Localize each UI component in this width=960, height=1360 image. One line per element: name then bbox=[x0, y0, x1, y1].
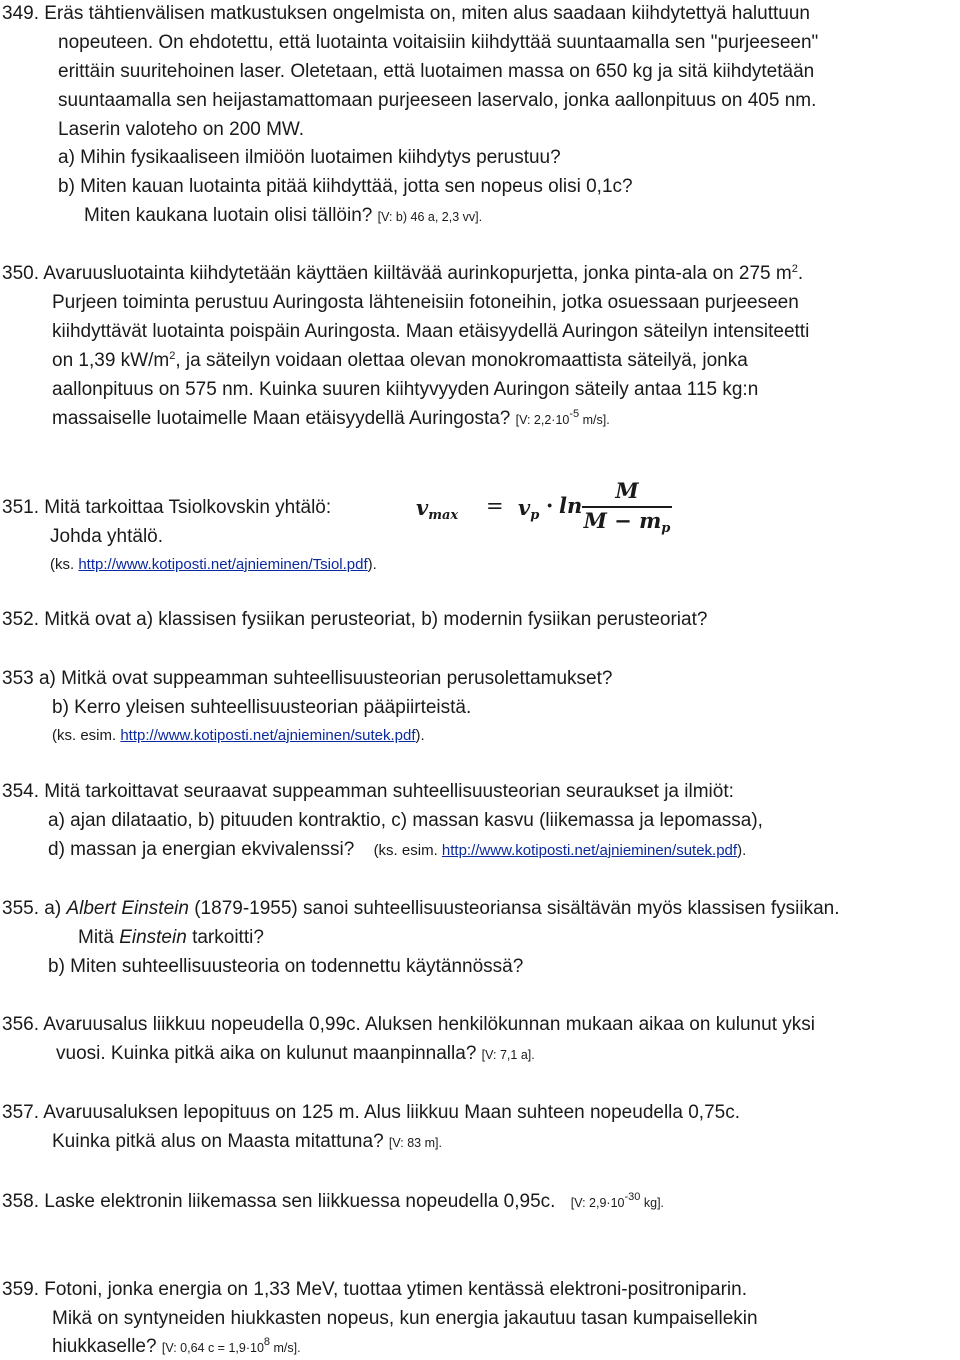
p351-line1: 351. Mitä tarkoittaa Tsiolkovskin yhtälö: bbox=[2, 497, 332, 518]
p359-line3-text: hiukkaselle? bbox=[52, 1336, 157, 1357]
p350-line4-post: , ja säteilyn voidaan olettaa olevan monokromaattista säteilyä, jonka bbox=[175, 350, 748, 371]
p351-line2: Johda yhtälö. bbox=[50, 526, 164, 547]
p350-line6 bbox=[52, 407, 610, 432]
p354-ref bbox=[374, 842, 747, 859]
p357-line2 bbox=[52, 1130, 442, 1155]
p350-answer-pre: [V: 2,2·10 bbox=[515, 413, 570, 427]
p350-line6-text: massaiselle luotaimelle Maan etäisyydellä Auringosta? bbox=[52, 408, 511, 429]
p351-ref-post: ). bbox=[367, 556, 377, 573]
eq-vp bbox=[518, 496, 539, 528]
p359-answer-post: m/s]. bbox=[270, 1341, 301, 1355]
p353-ref bbox=[52, 724, 425, 748]
p350-answer-post: m/s]. bbox=[579, 413, 610, 427]
p355-line1-post: (1879-1955) sanoi suhteellisuusteoriansa sisältävän myös klassisen fysiikan. bbox=[188, 898, 840, 919]
p354-line1: 354. Mitä tarkoittavat seuraavat suppeamman suhteellisuusteorian seuraukset ja ilmiöt: bbox=[2, 781, 734, 802]
p359-answer-sup: 8 bbox=[263, 1336, 271, 1348]
eq-lhs-v: v bbox=[416, 495, 429, 520]
p351-ref bbox=[50, 553, 377, 577]
p355-line2-post: tarkoitti? bbox=[186, 927, 264, 948]
problem-358 bbox=[2, 1190, 664, 1215]
p350-line1-text: 350. Avaruusluotainta kiihdytetään käyttäen kiiltävää aurinkopurjetta, jonka pinta-ala on 275 m bbox=[2, 263, 792, 284]
p356-answer: [V: 7,1 a]. bbox=[481, 1048, 535, 1062]
p356-line2 bbox=[56, 1042, 535, 1067]
eq-ln: ln bbox=[559, 493, 583, 518]
p351-ref-pre: (ks. bbox=[50, 556, 79, 573]
p350-line1-post: . bbox=[797, 263, 804, 284]
eq-fraction bbox=[582, 478, 672, 540]
p349-line2: nopeuteen. On ehdotettu, että luotainta voitaisiin kiihdyttää suuntaamalla sen "purjeeseen" bbox=[58, 32, 819, 53]
p358-answer bbox=[570, 1191, 665, 1210]
p349-line5: Laserin valoteho on 200 MW. bbox=[58, 119, 305, 140]
tsiol-pdf-link[interactable]: http://www.kotiposti.net/ajnieminen/Tsiol.pdf bbox=[78, 556, 368, 573]
p355-line3: b) Miten suhteellisuusteoria on todennettu käytännössä? bbox=[48, 956, 524, 977]
p357-line1: 357. Avaruusaluksen lepopituus on 125 m. Alus liikkuu Maan suhteen nopeudella 0,75c. bbox=[2, 1102, 740, 1123]
eq-lhs bbox=[416, 496, 458, 528]
p359-line2: Mikä on syntyneiden hiukkasten nopeus, kun energia jakautuu tasan kumpaisellekin bbox=[52, 1308, 758, 1329]
p357-line2-text: Kuinka pitkä alus on Maasta mitattuna? bbox=[52, 1131, 384, 1152]
p353-ref-pre: (ks. esim. bbox=[52, 727, 121, 744]
eq-denominator bbox=[582, 508, 672, 536]
p350-line1 bbox=[2, 262, 803, 286]
problem-352: 352. Mitkä ovat a) klassisen fysiikan perusteoriat, b) modernin fysiikan perusteoriat? bbox=[2, 609, 708, 630]
p354-ref-pre: (ks. esim. bbox=[373, 842, 442, 859]
eq-vp-v: v bbox=[518, 495, 531, 520]
p349-line7: b) Miten kauan luotainta pitää kiihdyttää, jotta sen nopeus olisi 0,1c? bbox=[58, 176, 633, 197]
eq-den-text: M − m bbox=[583, 508, 662, 533]
p355-line1-pre: 355. a) bbox=[2, 898, 67, 919]
p350-line4-sup: 2 bbox=[169, 350, 176, 362]
p358-line1-text: 358. Laske elektronin liikemassa sen liikkuessa nopeudella 0,95c. bbox=[2, 1191, 556, 1212]
p350-answer-sup: -5 bbox=[569, 408, 580, 420]
eq-equals: = bbox=[486, 494, 504, 518]
p349-line3: erittäin suuritehoinen laser. Oletetaan, että luotaimen massa on 650 kg ja sitä kiihdytetään bbox=[58, 61, 815, 82]
eq-den-sub: p bbox=[661, 521, 671, 536]
sutek-pdf-link[interactable]: http://www.kotiposti.net/ajnieminen/sutek.pdf bbox=[120, 727, 416, 744]
p354-line3 bbox=[48, 838, 746, 863]
p355-line2-pre: Mitä bbox=[78, 927, 120, 948]
p354-ref-post: ). bbox=[737, 842, 747, 859]
p353-ref-post: ). bbox=[415, 727, 425, 744]
p353-line1: 353 a) Mitkä ovat suppeamman suhteellisuusteorian perusolettamukset? bbox=[2, 668, 613, 689]
p350-line4 bbox=[52, 349, 748, 373]
p350-line4-text: on 1,39 kW/m bbox=[52, 350, 170, 371]
p349-line1: 349. Eräs tähtienvälisen matkustuksen ongelmista on, miten alus saadaan kiihdytettyä haluttuun bbox=[2, 3, 810, 24]
p349-line8 bbox=[84, 204, 482, 229]
p358-answer-pre: [V: 2,9·10 bbox=[570, 1196, 625, 1210]
p349-line4: suuntaamalla sen heijastamattomaan purjeeseen laservalo, jonka aallonpituus on 405 nm. bbox=[58, 90, 817, 111]
p359-line1: 359. Fotoni, jonka energia on 1,33 MeV, tuottaa ytimen kentässä elektroni-positroniparin. bbox=[2, 1279, 747, 1300]
p354-line3-text: d) massan ja energian ekvivalenssi? bbox=[48, 839, 355, 860]
p355-line1 bbox=[2, 897, 840, 921]
p359-answer bbox=[161, 1336, 301, 1355]
eq-numerator: M bbox=[615, 478, 639, 503]
p354-line2: a) ajan dilataatio, b) pituuden kontraktio, c) massan kasvu (liikemassa ja lepomassa), bbox=[48, 810, 763, 831]
p350-line2: Purjeen toiminta perustuu Auringosta lähteneisiin fotoneihin, jotka osuessaan purjeeseen bbox=[52, 292, 799, 313]
p350-line1-sup: 2 bbox=[791, 263, 798, 275]
p349-line6: a) Mihin fysikaaliseen ilmiöön luotaimen kiihdytys perustuu? bbox=[58, 147, 561, 168]
p355-line1-name: Albert Einstein bbox=[66, 898, 189, 919]
p358-answer-sup: -30 bbox=[624, 1191, 641, 1203]
eq-dot: · bbox=[546, 493, 554, 518]
p356-line2-text: vuosi. Kuinka pitkä aika on kulunut maanpinnalla? bbox=[56, 1043, 477, 1064]
p355-line2 bbox=[78, 926, 264, 950]
p349-answer: [V: b) 46 a, 2,3 vv]. bbox=[377, 210, 483, 224]
p350-line3: kiihdyttävät luotainta poispäin Auringosta. Maan etäisyydellä Auringon säteilyn intensiteetti bbox=[52, 321, 810, 342]
p355-line2-name: Einstein bbox=[119, 927, 187, 948]
p358-answer-post: kg]. bbox=[640, 1196, 665, 1210]
p350-line5: aallonpituus on 575 nm. Kuinka suuren kiihtyvyyden Auringon säteily antaa 115 kg:n bbox=[52, 379, 759, 400]
sutek-pdf-link-2[interactable]: http://www.kotiposti.net/ajnieminen/sutek.pdf bbox=[441, 842, 738, 859]
p356-line1: 356. Avaruusalus liikkuu nopeudella 0,99c. Aluksen henkilökunnan mukaan aikaa on kulunut yksi bbox=[2, 1014, 815, 1035]
p357-answer: [V: 83 m]. bbox=[388, 1136, 442, 1150]
p359-line3 bbox=[52, 1335, 301, 1360]
p359-answer-pre: [V: 0,64 c = 1,9·10 bbox=[161, 1341, 264, 1355]
p353-line2: b) Kerro yleisen suhteellisuusteorian pääpiirteistä. bbox=[52, 697, 472, 718]
p349-line8-text: Miten kaukana luotain olisi tällöin? bbox=[84, 205, 373, 226]
p350-answer bbox=[515, 408, 610, 427]
eq-vp-sub: p bbox=[530, 508, 540, 523]
eq-lhs-sub: max bbox=[428, 508, 459, 523]
